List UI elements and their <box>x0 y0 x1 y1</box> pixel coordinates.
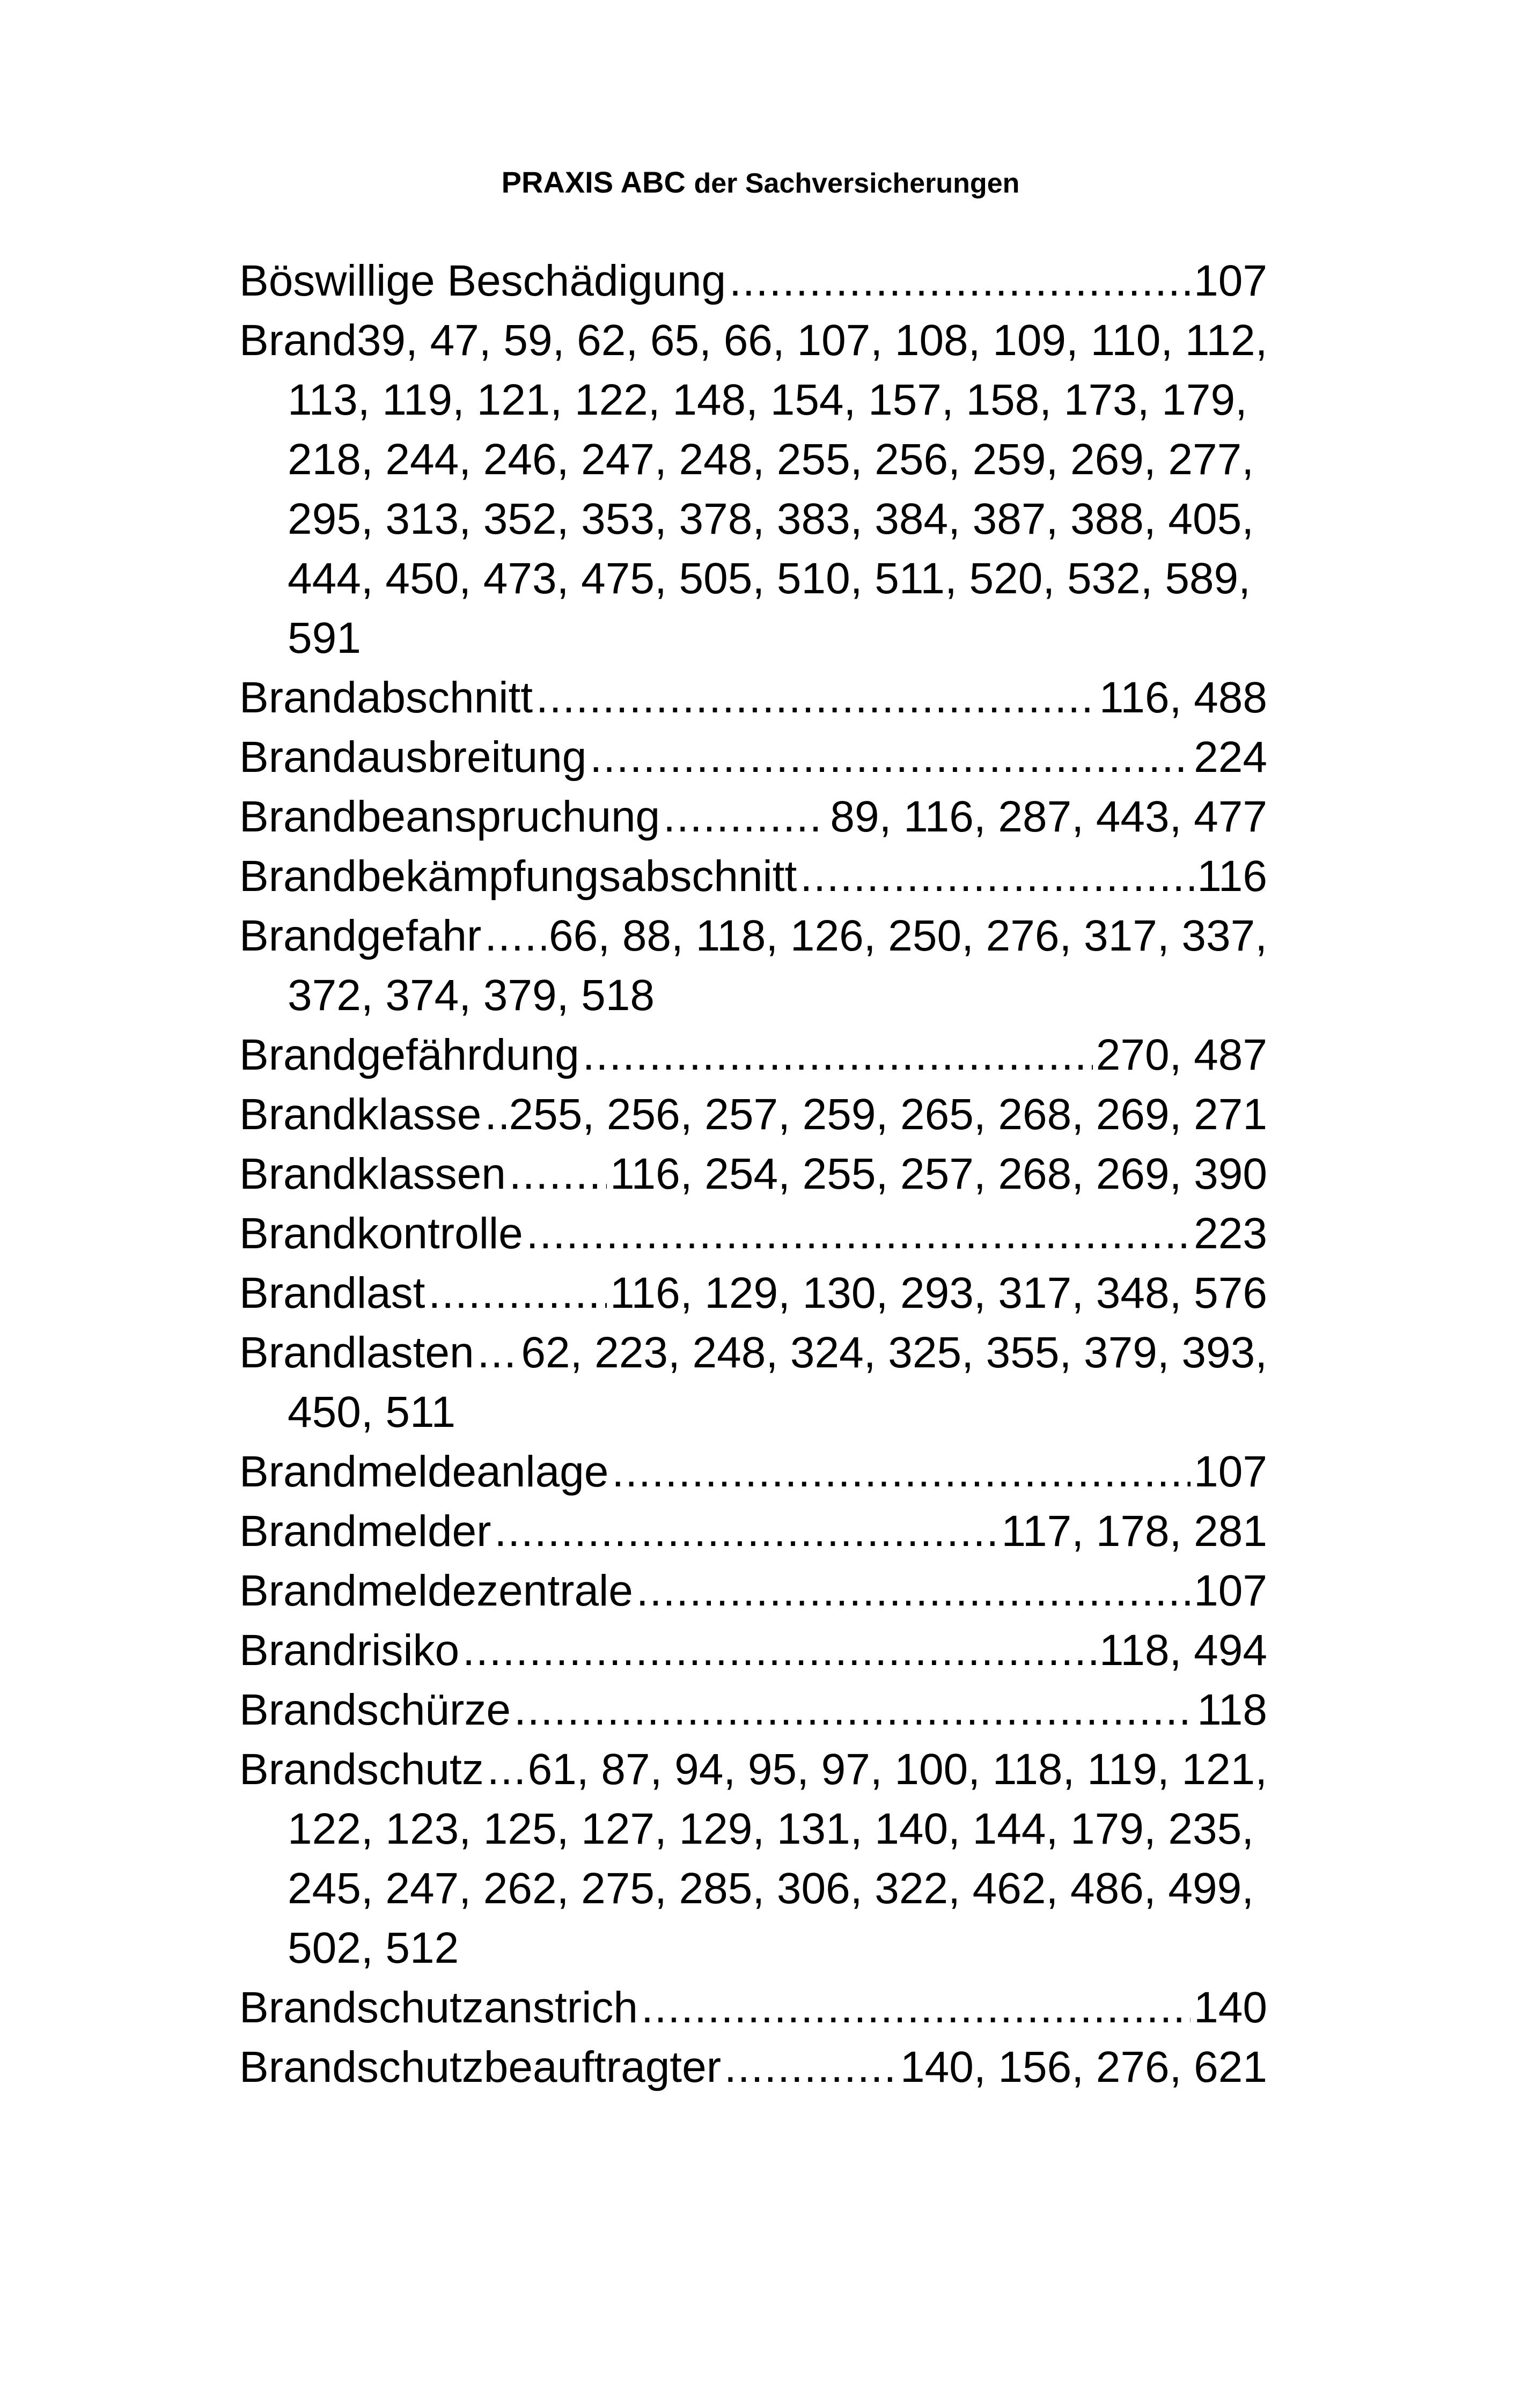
index-pages: 116, 129, 130, 293, 317, 348, 576 <box>610 1269 1267 1317</box>
index-entry <box>239 251 1267 311</box>
dot-leader <box>536 668 1096 727</box>
index-pages: 107 <box>1194 256 1267 305</box>
index-entry <box>239 2037 1267 2097</box>
index-term: Brand <box>239 316 357 365</box>
index-term: Brandbeanspruchung <box>239 792 660 841</box>
index-term: Brandbekämpfungsabschnitt <box>239 852 797 901</box>
index-pages: 39, 47, 59, 62, 65, 66, 107, 108, 109, 110, 112, <box>356 316 1268 365</box>
index-term: Brandschutz <box>239 1745 484 1794</box>
dot-leader <box>428 1263 607 1323</box>
index-pages: 116, 488 <box>1099 673 1267 722</box>
index-pages: 223 <box>1194 1209 1267 1258</box>
index-entry <box>239 1740 1267 1978</box>
index-pages: 224 <box>1194 733 1267 782</box>
index-pages-continued: 372, 374, 379, 518 <box>288 971 655 1020</box>
index-term: Brandlasten <box>239 1328 474 1377</box>
index-pages: 255, 256, 257, 259, 265, 268, 269, 271 <box>509 1090 1267 1139</box>
index-entry <box>239 668 1267 727</box>
running-header <box>0 161 1521 205</box>
index-term: Brandmelder <box>239 1507 491 1556</box>
index-term: Brandschutzanstrich <box>239 1983 638 2032</box>
index-entry <box>239 1204 1267 1263</box>
dot-leader <box>663 787 827 846</box>
dot-leader <box>724 2037 897 2097</box>
dot-leader <box>487 1740 525 1799</box>
index-term: Brandgefahr <box>239 911 482 960</box>
index-pages-continued: 113, 119, 121, 122, 148, 154, 157, 158, 173, 179, 218, 244, 246, 247, 248, 255, 256, 259, 269, 277, 295, 313, 352, 353, 378, 383, 384, 387, 388, 405, 444, 450, 473, 475, 505, 510, 511, 520, 532, 589, 591 <box>288 375 1254 662</box>
index-term: Brandgefährdung <box>239 1030 579 1079</box>
index-pages: 116, 254, 255, 257, 268, 269, 390 <box>610 1150 1267 1198</box>
index-entry <box>239 846 1267 906</box>
dot-leader <box>484 1085 505 1144</box>
index-term: Brandmeldezentrale <box>239 1566 633 1615</box>
dot-leader <box>729 251 1191 311</box>
dot-leader <box>484 906 546 966</box>
index-entry <box>239 727 1267 787</box>
index-entry <box>239 1144 1267 1204</box>
index-entry <box>239 1442 1267 1501</box>
dot-leader <box>477 1323 518 1382</box>
index-pages: 140 <box>1194 1983 1267 2032</box>
header-title-sub: der Sachversicherungen <box>694 168 1020 199</box>
index-entry <box>239 787 1267 846</box>
index-entry <box>239 1621 1267 1680</box>
index-pages: 117, 178, 281 <box>1001 1507 1267 1556</box>
index-entry <box>239 1025 1267 1085</box>
dot-leader <box>636 1561 1191 1621</box>
index-term: Brandschürze <box>239 1685 511 1734</box>
index-entry <box>239 1263 1267 1323</box>
index-pages: 107 <box>1194 1566 1267 1615</box>
index-term: Brandrisiko <box>239 1626 460 1675</box>
index-pages: 61, 87, 94, 95, 97, 100, 118, 119, 121, <box>527 1745 1267 1794</box>
index-term: Brandschutzbeauftragter <box>239 2043 721 2092</box>
index-entry <box>239 1085 1267 1144</box>
index-entry <box>239 1978 1267 2037</box>
index-term: Brandkontrolle <box>239 1209 523 1258</box>
index-pages: 107 <box>1194 1447 1267 1496</box>
index-term: Brandklasse <box>239 1090 482 1139</box>
index-pages: 270, 487 <box>1096 1030 1267 1079</box>
index-entry <box>239 906 1267 1025</box>
index-pages: 118, 494 <box>1099 1626 1267 1675</box>
index-term: Brandausbreitung <box>239 733 587 782</box>
index-pages: 89, 116, 287, 443, 477 <box>830 792 1267 841</box>
dot-leader <box>641 1978 1191 2037</box>
index-entry <box>239 311 1267 668</box>
index-term: Böswillige Beschädigung <box>239 256 726 305</box>
dot-leader <box>583 1025 1093 1085</box>
index-term: Brandlast <box>239 1269 425 1317</box>
index-term: Brandklassen <box>239 1150 506 1198</box>
dot-leader <box>526 1204 1191 1263</box>
dot-leader <box>590 727 1191 787</box>
index-pages: 140, 156, 276, 621 <box>900 2043 1267 2092</box>
index-pages: 66, 88, 118, 126, 250, 276, 317, 337, <box>549 911 1267 960</box>
index-pages-continued: 122, 123, 125, 127, 129, 131, 140, 144, 179, 235, 245, 247, 262, 275, 285, 306, 322, 462, 486, 499, 502, 512 <box>288 1805 1254 1972</box>
index-entry <box>239 1561 1267 1621</box>
index-list <box>239 251 1267 2097</box>
index-entry <box>239 1501 1267 1561</box>
dot-leader <box>514 1680 1194 1740</box>
header-title-main: PRAXIS ABC <box>501 165 686 199</box>
index-pages: 118 <box>1197 1685 1267 1734</box>
index-entry <box>239 1323 1267 1442</box>
index-pages: 116 <box>1197 852 1267 901</box>
dot-leader <box>462 1621 1096 1680</box>
dot-leader <box>509 1144 607 1204</box>
dot-leader <box>612 1442 1191 1501</box>
index-entry <box>239 1680 1267 1740</box>
index-pages-continued: 450, 511 <box>288 1388 456 1437</box>
dot-leader <box>800 846 1194 906</box>
index-term: Brandmeldeanlage <box>239 1447 609 1496</box>
index-term: Brandabschnitt <box>239 673 533 722</box>
index-pages: 62, 223, 248, 324, 325, 355, 379, 393, <box>521 1328 1267 1377</box>
dot-leader <box>494 1501 998 1561</box>
